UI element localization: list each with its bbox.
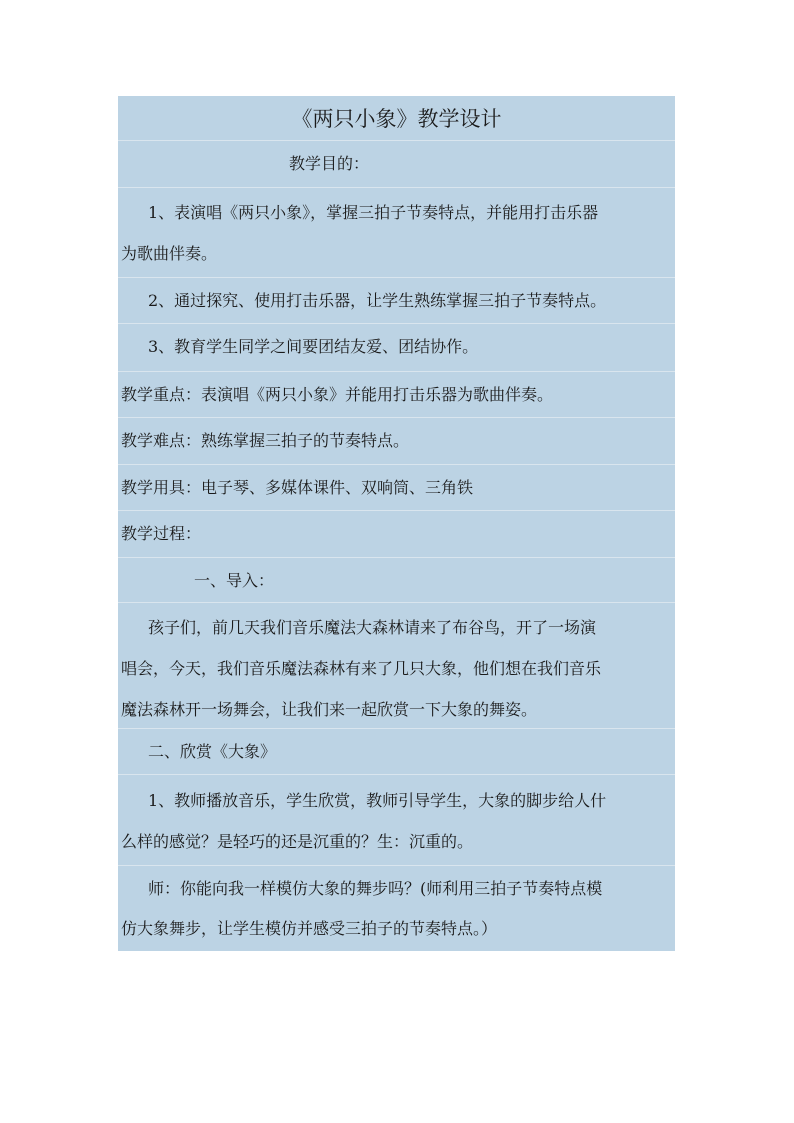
difficulty-row [118, 418, 675, 465]
key-point-row [118, 372, 675, 418]
section-2-heading-row [118, 729, 675, 775]
document-title: 《两只小象》教学设计 [291, 107, 502, 131]
objective-1-line-2: 为歌曲伴奏。 [121, 244, 218, 263]
objectives-heading-row [118, 141, 675, 188]
intro-line-3: 魔法森林开一场舞会，让我们来一起欣赏一下大象的舞姿。 [121, 700, 538, 719]
intro-line-2: 唱会，今天，我们音乐魔法森林有来了几只大象，他们想在我们音乐 [121, 659, 602, 678]
objective-1-row [118, 188, 675, 278]
step-1-row [118, 775, 675, 866]
section-2-heading: 二、欣赏《大象》 [148, 742, 277, 761]
teacher-line-1: 师：你能向我一样模仿大象的舞步吗？(师利用三拍子节奏特点模 [148, 879, 603, 898]
objective-2: 2、通过探究、使用打击乐器，让学生熟练掌握三拍子节奏特点。 [148, 291, 607, 310]
section-1-heading-row [118, 558, 675, 603]
step-1-line-2: 么样的感觉？是轻巧的还是沉重的？生：沉重的。 [121, 832, 474, 851]
objective-2-row [118, 278, 675, 324]
teacher-row [118, 866, 675, 951]
process-heading-row [118, 511, 675, 558]
objectives-heading: 教学目的： [289, 154, 370, 173]
tools-row [118, 465, 675, 511]
section-1-heading: 一、导入： [194, 571, 275, 590]
step-1-line-1: 1、教师播放音乐，学生欣赏，教师引导学生，大象的脚步给人什 [148, 791, 607, 810]
objective-1-line-1: 1、表演唱《两只小象》，掌握三拍子节奏特点，并能用打击乐器 [148, 203, 599, 222]
intro-row [118, 603, 675, 729]
difficulty: 教学难点：熟练掌握三拍子的节奏特点。 [121, 431, 410, 450]
title-row [118, 96, 675, 141]
teacher-line-2: 仿大象舞步，让学生模仿并感受三拍子的节奏特点。） [121, 919, 498, 938]
lesson-plan-document [118, 96, 675, 951]
process-heading: 教学过程： [121, 524, 202, 543]
key-point: 教学重点：表演唱《两只小象》并能用打击乐器为歌曲伴奏。 [121, 385, 554, 404]
intro-line-1: 孩子们，前几天我们音乐魔法大森林请来了布谷鸟，开了一场演 [148, 618, 597, 637]
tools: 教学用具：电子琴、多媒体课件、双响筒、三角铁 [121, 478, 474, 497]
objective-3: 3、教育学生同学之间要团结友爱、团结协作。 [148, 337, 479, 356]
objective-3-row [118, 324, 675, 372]
